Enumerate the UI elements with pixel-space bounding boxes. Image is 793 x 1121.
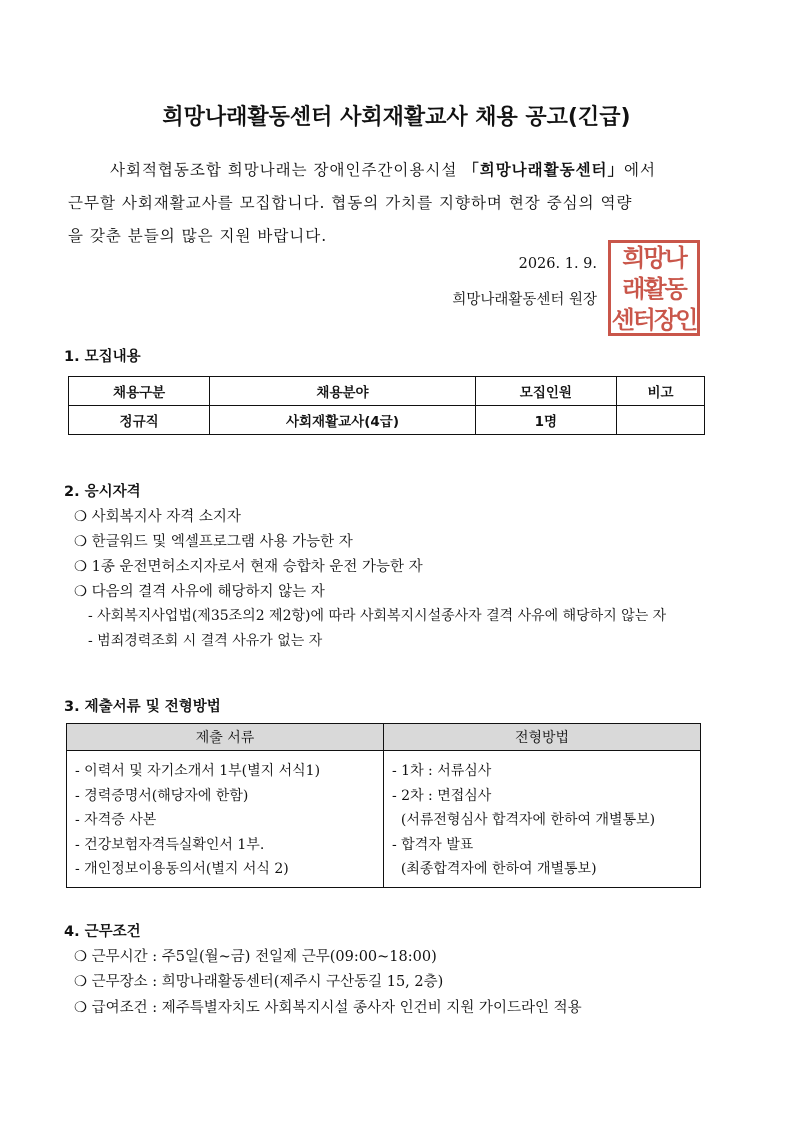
signer: 희망나래활동센터 원장 — [452, 292, 597, 308]
item-text: 다음의 결격 사유에 해당하지 않는 자 — [91, 584, 325, 600]
section-1-heading: 1. 모집내용 — [64, 349, 141, 365]
center-name: 「희망나래활동센터」 — [463, 160, 625, 179]
header-cell: 전형방법 — [384, 724, 701, 751]
table-header-row — [69, 377, 705, 406]
bullet-icon: ❍ — [74, 974, 87, 990]
list-item — [74, 945, 437, 966]
notice-date: 2026. 1. 9. — [518, 256, 597, 272]
cell: 1명 — [475, 406, 616, 435]
methods-cell — [384, 751, 701, 888]
documents-table — [66, 723, 701, 888]
method-item: - 2차 : 면접심사 — [392, 787, 492, 804]
item-text: 급여조건 : 제주특별자치도 사회복지시설 종사자 인건비 지원 가이드라인 적용 — [91, 1000, 582, 1016]
table-row — [69, 406, 705, 435]
header-cell: 채용구분 — [69, 377, 210, 406]
section-2-heading: 2. 응시자격 — [64, 484, 141, 500]
list-item — [74, 996, 582, 1017]
sub-item: - 사회복지사업법(제35조의2 제2항)에 따라 사회복지시설종사자 결격 사유에 해당하지 않는 자 — [88, 608, 667, 624]
official-seal-stamp: 희망나 래활동 센터장인 — [608, 240, 700, 336]
document-item: - 경력증명서(해당자에 한함) — [75, 787, 249, 804]
method-item: - 합격자 발표 — [392, 836, 474, 853]
method-item: (서류전형심사 합격자에 한하여 개별통보) — [392, 812, 656, 828]
list-item — [74, 505, 241, 526]
header-cell: 모집인원 — [475, 377, 616, 406]
header-cell: 비고 — [616, 377, 704, 406]
item-text: 한글워드 및 엑셀프로그램 사용 가능한 자 — [91, 534, 353, 550]
list-item — [74, 555, 423, 576]
document-item: - 건강보험자격득실확인서 1부. — [75, 836, 265, 853]
bullet-icon: ❍ — [74, 509, 87, 525]
bullet-icon: ❍ — [74, 949, 87, 965]
bullet-icon: ❍ — [74, 559, 87, 575]
cell — [616, 406, 704, 435]
item-text: 1종 운전면허소지자로서 현재 승합차 운전 가능한 자 — [91, 559, 423, 575]
cell: 정규직 — [69, 406, 210, 435]
section-3-heading: 3. 제출서류 및 전형방법 — [64, 699, 221, 715]
item-text: 사회복지사 자격 소지자 — [91, 509, 241, 525]
intro-line-1 — [68, 158, 706, 180]
document-item: - 개인정보이용동의서(별지 서식 2) — [75, 861, 289, 877]
header-cell: 제출 서류 — [67, 724, 384, 751]
list-item — [74, 970, 443, 991]
intro-text: 에서 — [624, 161, 656, 179]
item-text: 근무장소 : 희망나래활동센터(제주시 구산동길 15, 2층) — [91, 974, 444, 990]
intro-line-2: 근무할 사회재활교사를 모집합니다. 협동의 가치를 지향하며 현장 중심의 역량 — [68, 194, 633, 212]
intro-line-3: 을 갖춘 분들의 많은 지원 바랍니다. — [68, 227, 328, 245]
list-item — [74, 580, 325, 601]
page-title: 희망나래활동센터 사회재활교사 채용 공고(긴급) — [162, 105, 631, 130]
list-item — [74, 530, 353, 551]
document-item: - 자격증 사본 — [75, 812, 157, 828]
bullet-icon: ❍ — [74, 534, 87, 550]
documents-cell — [67, 751, 384, 888]
recruitment-table — [68, 376, 705, 435]
intro-text: 사회적협동조합 희망나래는 장애인주간이용시설 — [110, 161, 458, 179]
method-item: - 1차 : 서류심사 — [392, 763, 492, 779]
bullet-icon: ❍ — [74, 584, 87, 600]
cell: 사회재활교사(4급) — [210, 406, 476, 435]
table-row — [67, 751, 701, 888]
header-cell: 채용분야 — [210, 377, 476, 406]
section-4-heading: 4. 근무조건 — [64, 924, 141, 940]
item-text: 근무시간 : 주5일(월~금) 전일제 근무(09:00~18:00) — [91, 949, 437, 965]
sub-item: - 범죄경력조회 시 결격 사유가 없는 자 — [88, 633, 323, 649]
document-item: - 이력서 및 자기소개서 1부(별지 서식1) — [75, 763, 321, 779]
method-item: (최종합격자에 한하여 개별통보) — [392, 861, 597, 877]
bullet-icon: ❍ — [74, 1000, 87, 1016]
table-header-row — [67, 724, 701, 751]
